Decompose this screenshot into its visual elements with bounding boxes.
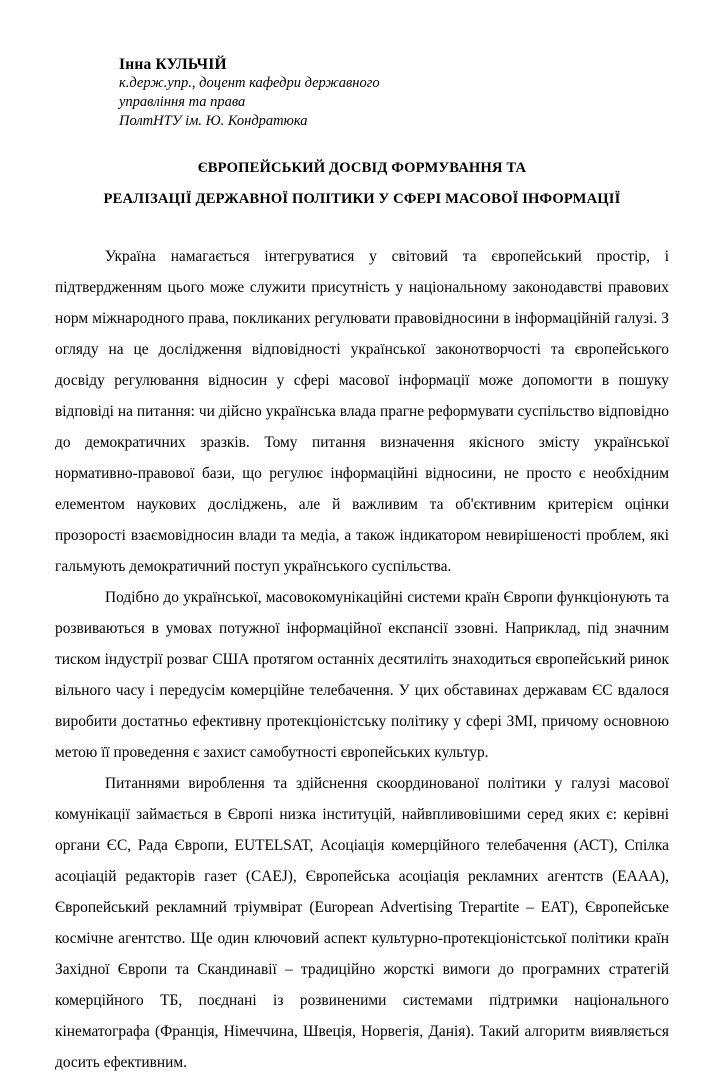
paragraph-1: Україна намагається інтегруватися у світовий та європейський простір, і підтвердженням цього може служити присутність у національному законодавстві правових норм міжнародного права, покликаних регулювати правовідносини в інформаційній галузі. З огляду на це дослідження відповідності української законотворчості та європейського досвіду регулювання відносин у сфері масової інформації може допомогти в пошуку відповіді на питання: чи дійсно українська влада прагне реформувати суспільство відповідно до демократичних зразків. Тому питання визначення якісного змісту української нормативно-правової бази, що регулює інформаційні відносини, не просто є необхідним елементом наукових досліджень, але й важливим та об'єктивним критерієм оцінки прозорості взаємовідносин влади та медіа, а також індикатором невирішеності проблем, які гальмують демократичний поступ українського суспільства. — [55, 248, 669, 575]
author-name: Інна КУЛЬЧІЙ — [119, 56, 227, 73]
author-block — [119, 55, 669, 131]
paragraph-3: Питаннями вироблення та здійснення скоординованої політики у галузі масової комунікації займається в Європі низка інституцій, найвпливовішими серед яких є: керівні органи ЄС, Рада Європи, EUTELSAT, Асоціація комерційного телебачення (АСТ), Спілка асоціацій редакторів газет (CAEJ), Європейська асоціація рекламних агентств (ЕААА), Європейський рекламний тріумвірат (European Advertising Trepartite – EAT), Європейське космічне агентство. Ще один ключовий аспект культурно-протекціоністської політики країн Західної Європи та Скандинавії – традиційно жорсткі вимоги до програмних стратегій комерційного ТБ, поєднані із розвиненими системами підтримки національного кінематографа (Франція, Німеччина, Швеція, Норвегія, Данія). Такий алгоритм виявляється досить ефективним. — [55, 775, 669, 1071]
title-line-1: ЄВРОПЕЙСЬКИЙ ДОСВІД ФОРМУВАННЯ ТА — [197, 160, 527, 176]
page-content — [55, 55, 669, 1078]
document-title — [55, 153, 669, 215]
author-affiliation-line-3: ПолтНТУ ім. Ю. Кондратюка — [119, 113, 308, 129]
title-line-2: РЕАЛІЗАЦІЇ ДЕРЖАВНОЇ ПОЛІТИКИ У СФЕРІ МАСОВОЇ ІНФОРМАЦІЇ — [103, 191, 621, 207]
author-affiliation-line-2: управління та права — [119, 94, 246, 110]
paragraph-2: Подібно до української, масовокомунікаційні системи країн Європи функціонують та розвиваються в умовах потужної інформаційної експансії ззовні. Наприклад, під значним тиском індустрії розваг США протягом останніх десятиліть знаходиться європейський ринок вільного часу і передусім комерційне телебачення. У цих обставинах державам ЄС вдалося виробити достатньо ефективну протекціоністську політику у сфері ЗМІ, причому основною метою її проведення є захист самобутності європейських культур. — [55, 589, 669, 761]
author-affiliation-line-1: к.держ.упр., доцент кафедри державного — [119, 75, 380, 91]
body-text — [55, 241, 669, 1078]
